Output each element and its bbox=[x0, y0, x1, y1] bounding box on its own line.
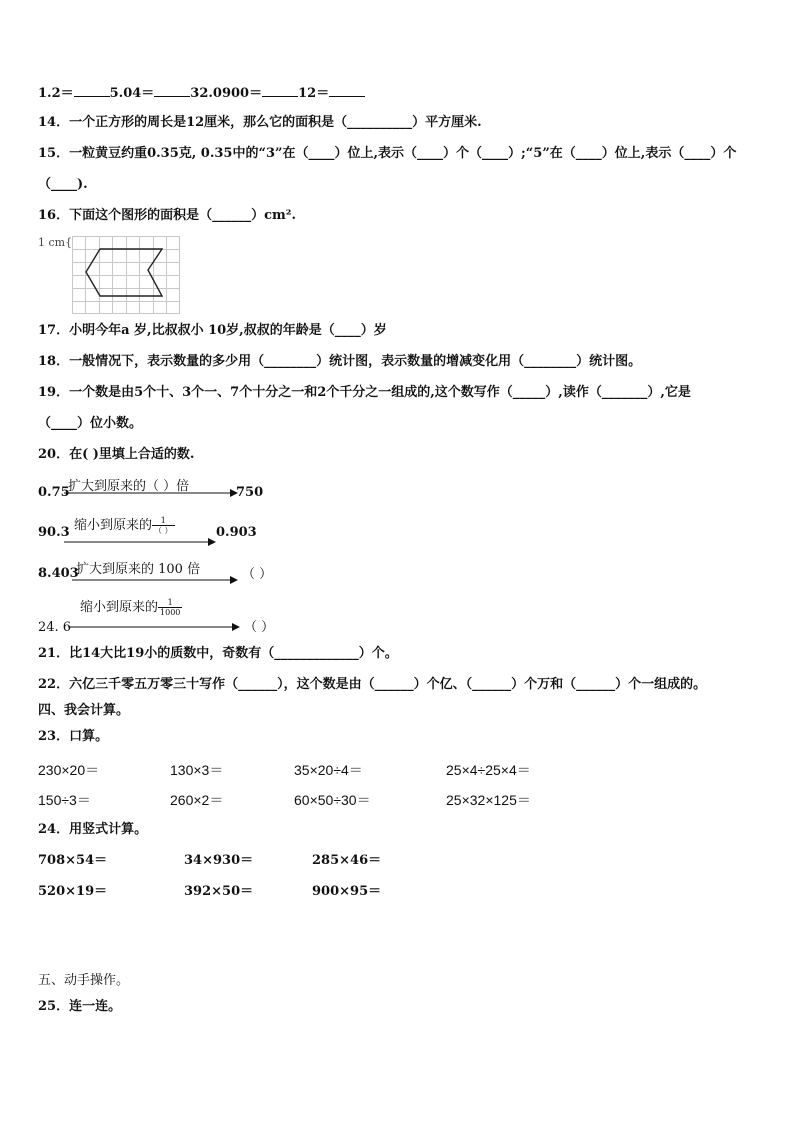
oral-calc-item: 25×32×125＝ bbox=[446, 792, 531, 808]
section-4-title: 四、我会计算。 bbox=[38, 703, 130, 718]
question-20: 20．在( )里填上合适的数. bbox=[38, 447, 195, 462]
fraction bbox=[152, 516, 175, 535]
expr-2: 5.04＝ bbox=[109, 86, 155, 101]
oral-calc-item: 130×3＝ bbox=[170, 762, 224, 778]
numerator: 1 bbox=[152, 516, 175, 526]
expr-4: 12＝ bbox=[298, 86, 330, 101]
vertical-calc-item: 900×95＝ bbox=[312, 884, 382, 899]
denominator: （ ） bbox=[154, 526, 173, 535]
oral-calc-item: 260×2＝ bbox=[170, 792, 224, 808]
expr-3: 32.0900＝ bbox=[190, 86, 263, 101]
question-18: 18．一般情况下，表示数量的多少用（________）统计图，表示数量的增减变化用（________）统计图。 bbox=[38, 354, 642, 369]
denominator: 1000 bbox=[160, 608, 181, 617]
numerator: 1 bbox=[158, 598, 182, 608]
oral-calc-item: 230×20＝ bbox=[38, 762, 100, 778]
q20d-right: （ ） bbox=[244, 620, 275, 635]
q20d-label: 缩小到原来的 bbox=[80, 600, 159, 615]
arrow-icon bbox=[64, 537, 216, 547]
expr-1: 1.2＝ bbox=[38, 86, 74, 101]
vertical-calc-item: 285×46＝ bbox=[312, 853, 382, 868]
oral-calc-item: 25×4÷25×4＝ bbox=[446, 762, 531, 778]
question-17: 17．小明今年a 岁,比叔叔小 10岁,叔叔的年龄是（____）岁 bbox=[38, 323, 387, 338]
q20c-label: 扩大到原来的 100 倍 bbox=[76, 562, 201, 577]
blank[interactable] bbox=[74, 83, 110, 97]
fill-blank-row bbox=[38, 83, 365, 103]
q20a-right: 750 bbox=[236, 485, 264, 500]
blank[interactable] bbox=[154, 83, 190, 97]
q20b-right: 0.903 bbox=[216, 525, 257, 540]
vertical-calc-item: 392×50＝ bbox=[184, 884, 254, 899]
q20b-label-group bbox=[74, 516, 175, 535]
oral-calc-item: 150÷3＝ bbox=[38, 792, 91, 808]
blank[interactable] bbox=[329, 83, 365, 97]
q20b-left: 90.3 bbox=[38, 525, 70, 540]
q20d-label-group bbox=[80, 598, 182, 617]
question-19-line1: 19．一个数是由5个十、3个一、7个十分之一和2个千分之一组成的,这个数写作（_____）,读作（_______）,它是 bbox=[38, 385, 691, 400]
q20c-left: 8.403 bbox=[38, 566, 79, 581]
question-19-line2: （____）位小数。 bbox=[38, 416, 143, 431]
blank[interactable] bbox=[262, 83, 298, 97]
grid-figure bbox=[72, 236, 180, 314]
q20b-label: 缩小到原来的 bbox=[74, 518, 153, 533]
vertical-calc-item: 34×930＝ bbox=[184, 853, 254, 868]
oral-calc-item: 35×20÷4＝ bbox=[294, 762, 363, 778]
vertical-calc-item: 708×54＝ bbox=[38, 853, 108, 868]
vertical-calc-item: 520×19＝ bbox=[38, 884, 108, 899]
section-5-title: 五、动手操作。 bbox=[38, 973, 130, 988]
question-15-line2: （____). bbox=[38, 177, 88, 192]
q20c-right: （ ） bbox=[242, 567, 273, 582]
q20a-left: 0.75 bbox=[38, 485, 70, 500]
question-15-line1: 15．一粒黄豆约重0.35克, 0.35中的“3”在（____）位上,表示（____）个（____）;“5”在（____）位上,表示（____）个 bbox=[38, 146, 737, 161]
question-16: 16．下面这个图形的面积是（______）cm². bbox=[38, 208, 296, 223]
question-21: 21．比14大比19小的质数中，奇数有（_____________）个。 bbox=[38, 646, 398, 661]
arrow-icon bbox=[68, 622, 240, 632]
question-14: 14．一个正方形的周长是12厘米，那么它的面积是（__________）平方厘米. bbox=[38, 115, 482, 130]
arrow-icon bbox=[64, 488, 238, 498]
fraction bbox=[158, 598, 182, 617]
question-24: 24．用竖式计算。 bbox=[38, 822, 148, 837]
arrow-icon bbox=[72, 575, 238, 585]
q20a-label: 扩大到原来的（ ）倍 bbox=[68, 479, 190, 494]
question-22: 22．六亿三千零五万零三十写作（______），这个数是由（______）个亿、（______）个万和（______）个一组成的。 bbox=[38, 677, 707, 692]
question-25: 25．连一连。 bbox=[38, 999, 122, 1014]
q20d-left: 24. 6 bbox=[38, 620, 72, 635]
question-23: 23．口算。 bbox=[38, 729, 109, 744]
scale-label: 1 cm{ bbox=[38, 236, 73, 249]
oral-calc-item: 60×50÷30＝ bbox=[294, 792, 371, 808]
